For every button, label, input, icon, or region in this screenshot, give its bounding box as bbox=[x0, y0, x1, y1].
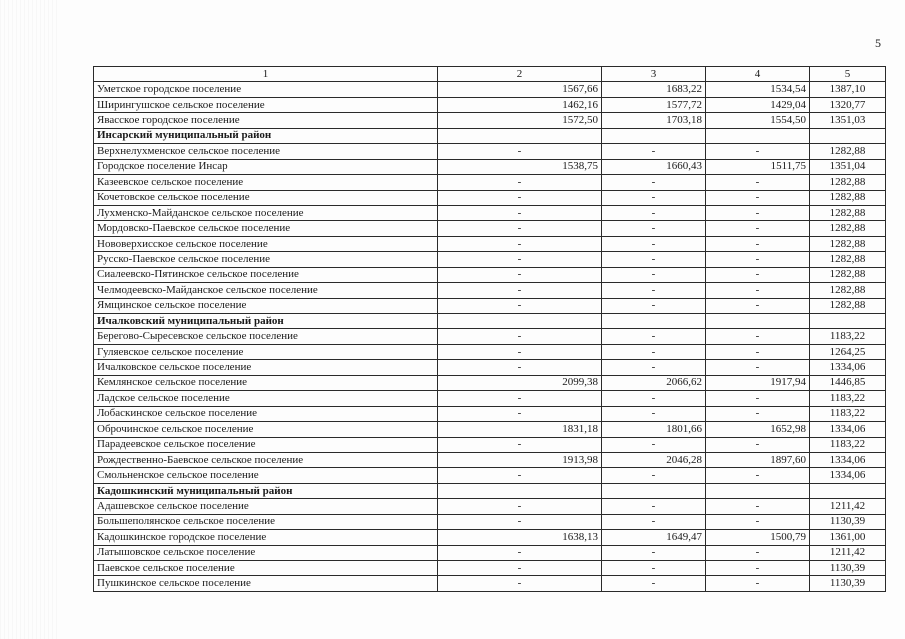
value-col2-cell: - bbox=[438, 468, 602, 483]
value-col2-cell: 1913,98 bbox=[438, 452, 602, 467]
value-col3-cell: - bbox=[602, 267, 706, 282]
value-col4-cell: 1652,98 bbox=[706, 422, 810, 437]
value-col4-cell: - bbox=[706, 190, 810, 205]
settlement-name-cell: Ямщинское сельское поселение bbox=[94, 298, 438, 313]
value-col2-cell: - bbox=[438, 576, 602, 591]
settlement-name-cell: Челмодеевско-Майданское сельское поселение bbox=[94, 283, 438, 298]
table-row bbox=[94, 159, 886, 174]
value-col2-cell bbox=[438, 128, 602, 143]
settlement-name-cell: Ичалковский муниципальный район bbox=[94, 314, 438, 329]
value-col3-cell: - bbox=[602, 144, 706, 159]
value-col4-cell: - bbox=[706, 298, 810, 313]
value-col5-cell bbox=[810, 314, 886, 329]
value-col5-cell: 1211,42 bbox=[810, 545, 886, 560]
value-col2-cell: - bbox=[438, 205, 602, 220]
value-col4-cell: - bbox=[706, 283, 810, 298]
value-col4-cell: - bbox=[706, 144, 810, 159]
value-col4-cell: 1511,75 bbox=[706, 159, 810, 174]
settlement-name-cell: Оброчинское сельское поселение bbox=[94, 422, 438, 437]
value-col5-cell: 1130,39 bbox=[810, 514, 886, 529]
table-row bbox=[94, 561, 886, 576]
value-col3-cell bbox=[602, 483, 706, 498]
value-col3-cell: - bbox=[602, 205, 706, 220]
settlement-name-cell: Инсарский муниципальный район bbox=[94, 128, 438, 143]
value-col2-cell: - bbox=[438, 545, 602, 560]
value-col5-cell: 1282,88 bbox=[810, 283, 886, 298]
settlement-name-cell: Парадеевское сельское поселение bbox=[94, 437, 438, 452]
value-col5-cell: 1183,22 bbox=[810, 437, 886, 452]
value-col5-cell: 1211,42 bbox=[810, 499, 886, 514]
settlement-name-cell: Смольненское сельское поселение bbox=[94, 468, 438, 483]
value-col2-cell: - bbox=[438, 344, 602, 359]
header-cell-4: 4 bbox=[706, 67, 810, 82]
value-col5-cell: 1334,06 bbox=[810, 422, 886, 437]
value-col4-cell: 1500,79 bbox=[706, 530, 810, 545]
value-col5-cell: 1282,88 bbox=[810, 221, 886, 236]
value-col3-cell: - bbox=[602, 561, 706, 576]
table-row bbox=[94, 221, 886, 236]
value-col2-cell: - bbox=[438, 499, 602, 514]
settlement-name-cell: Сиалеевско-Пятинское сельское поселение bbox=[94, 267, 438, 282]
value-col5-cell: 1282,88 bbox=[810, 175, 886, 190]
value-col2-cell: 2099,38 bbox=[438, 375, 602, 390]
table-row bbox=[94, 406, 886, 421]
settlement-name-cell: Гуляевское сельское поселение bbox=[94, 344, 438, 359]
value-col4-cell: 1429,04 bbox=[706, 97, 810, 112]
table-row bbox=[94, 514, 886, 529]
value-col4-cell: - bbox=[706, 205, 810, 220]
table-row bbox=[94, 113, 886, 128]
settlement-name-cell: Адашевское сельское поселение bbox=[94, 499, 438, 514]
value-col5-cell bbox=[810, 483, 886, 498]
value-col4-cell: - bbox=[706, 344, 810, 359]
table-row bbox=[94, 468, 886, 483]
value-col5-cell: 1282,88 bbox=[810, 205, 886, 220]
value-col2-cell: - bbox=[438, 236, 602, 251]
settlement-name-cell: Большеполянское сельское поселение bbox=[94, 514, 438, 529]
value-col4-cell: 1917,94 bbox=[706, 375, 810, 390]
settlement-name-cell: Мордовско-Паевское сельское поселение bbox=[94, 221, 438, 236]
value-col2-cell: - bbox=[438, 360, 602, 375]
value-col3-cell: - bbox=[602, 499, 706, 514]
value-col3-cell: - bbox=[602, 190, 706, 205]
value-col3-cell: - bbox=[602, 468, 706, 483]
value-col2-cell: - bbox=[438, 437, 602, 452]
value-col2-cell: - bbox=[438, 190, 602, 205]
value-col3-cell: - bbox=[602, 298, 706, 313]
value-col3-cell: 2046,28 bbox=[602, 452, 706, 467]
table-row bbox=[94, 82, 886, 97]
value-col3-cell: - bbox=[602, 236, 706, 251]
value-col3-cell: - bbox=[602, 406, 706, 421]
settlement-name-cell: Паевское сельское поселение bbox=[94, 561, 438, 576]
settlement-name-cell: Лухменско-Майданское сельское поселение bbox=[94, 205, 438, 220]
header-row bbox=[94, 67, 886, 82]
table-row bbox=[94, 422, 886, 437]
value-col4-cell: - bbox=[706, 561, 810, 576]
settlement-name-cell: Ширингушское сельское поселение bbox=[94, 97, 438, 112]
district-row bbox=[94, 483, 886, 498]
value-col3-cell: - bbox=[602, 576, 706, 591]
settlement-name-cell: Латышовское сельское поселение bbox=[94, 545, 438, 560]
settlement-name-cell: Пушкинское сельское поселение bbox=[94, 576, 438, 591]
table-row bbox=[94, 298, 886, 313]
table-row bbox=[94, 545, 886, 560]
value-col3-cell: 1683,22 bbox=[602, 82, 706, 97]
value-col3-cell: - bbox=[602, 175, 706, 190]
tariff-table bbox=[93, 66, 886, 592]
table-row bbox=[94, 283, 886, 298]
settlement-name-cell: Лобаскинское сельское поселение bbox=[94, 406, 438, 421]
header-cell-3: 3 bbox=[602, 67, 706, 82]
value-col4-cell bbox=[706, 128, 810, 143]
value-col3-cell: - bbox=[602, 344, 706, 359]
value-col4-cell: - bbox=[706, 499, 810, 514]
scan-margin-texture bbox=[0, 0, 60, 639]
table-row bbox=[94, 344, 886, 359]
value-col4-cell: - bbox=[706, 391, 810, 406]
settlement-name-cell: Кочетовское сельское поселение bbox=[94, 190, 438, 205]
value-col2-cell: - bbox=[438, 298, 602, 313]
table-row bbox=[94, 576, 886, 591]
value-col4-cell: 1534,54 bbox=[706, 82, 810, 97]
value-col3-cell bbox=[602, 128, 706, 143]
value-col4-cell: 1554,50 bbox=[706, 113, 810, 128]
value-col4-cell: - bbox=[706, 329, 810, 344]
value-col3-cell: 1649,47 bbox=[602, 530, 706, 545]
value-col3-cell: 1801,66 bbox=[602, 422, 706, 437]
value-col2-cell: - bbox=[438, 514, 602, 529]
settlement-name-cell: Берегово-Сыресевское сельское поселение bbox=[94, 329, 438, 344]
table-row bbox=[94, 375, 886, 390]
settlement-name-cell: Явасское городское поселение bbox=[94, 113, 438, 128]
table-row bbox=[94, 205, 886, 220]
settlement-name-cell: Ладское сельское поселение bbox=[94, 391, 438, 406]
settlement-name-cell: Уметское городское поселение bbox=[94, 82, 438, 97]
value-col2-cell: 1567,66 bbox=[438, 82, 602, 97]
table-row bbox=[94, 252, 886, 267]
value-col2-cell: 1638,13 bbox=[438, 530, 602, 545]
value-col5-cell: 1183,22 bbox=[810, 406, 886, 421]
value-col5-cell: 1320,77 bbox=[810, 97, 886, 112]
value-col4-cell bbox=[706, 483, 810, 498]
value-col5-cell: 1130,39 bbox=[810, 561, 886, 576]
settlement-name-cell: Кемлянское сельское поселение bbox=[94, 375, 438, 390]
value-col3-cell: - bbox=[602, 221, 706, 236]
value-col3-cell: - bbox=[602, 252, 706, 267]
value-col2-cell: - bbox=[438, 406, 602, 421]
value-col4-cell: 1897,60 bbox=[706, 452, 810, 467]
value-col5-cell: 1387,10 bbox=[810, 82, 886, 97]
value-col2-cell: 1462,16 bbox=[438, 97, 602, 112]
header-cell-2: 2 bbox=[438, 67, 602, 82]
value-col5-cell: 1361,00 bbox=[810, 530, 886, 545]
value-col4-cell bbox=[706, 314, 810, 329]
value-col4-cell: - bbox=[706, 252, 810, 267]
value-col3-cell: - bbox=[602, 283, 706, 298]
value-col3-cell: 1703,18 bbox=[602, 113, 706, 128]
table-row bbox=[94, 499, 886, 514]
value-col2-cell bbox=[438, 483, 602, 498]
value-col5-cell: 1183,22 bbox=[810, 391, 886, 406]
settlement-name-cell: Русско-Паевское сельское поселение bbox=[94, 252, 438, 267]
header-cell-5: 5 bbox=[810, 67, 886, 82]
value-col4-cell: - bbox=[706, 545, 810, 560]
value-col3-cell: - bbox=[602, 391, 706, 406]
value-col5-cell: 1282,88 bbox=[810, 252, 886, 267]
value-col5-cell: 1282,88 bbox=[810, 236, 886, 251]
value-col3-cell: 2066,62 bbox=[602, 375, 706, 390]
value-col3-cell: - bbox=[602, 360, 706, 375]
table-row bbox=[94, 437, 886, 452]
value-col4-cell: - bbox=[706, 267, 810, 282]
value-col5-cell: 1446,85 bbox=[810, 375, 886, 390]
value-col5-cell: 1282,88 bbox=[810, 190, 886, 205]
value-col5-cell: 1282,88 bbox=[810, 144, 886, 159]
settlement-name-cell: Нововерхисское сельское поселение bbox=[94, 236, 438, 251]
table-row bbox=[94, 530, 886, 545]
settlement-name-cell: Ичалковское сельское поселение bbox=[94, 360, 438, 375]
value-col3-cell: - bbox=[602, 437, 706, 452]
value-col5-cell: 1334,06 bbox=[810, 360, 886, 375]
value-col4-cell: - bbox=[706, 406, 810, 421]
value-col4-cell: - bbox=[706, 576, 810, 591]
settlement-name-cell: Кадошкинский муниципальный район bbox=[94, 483, 438, 498]
settlement-name-cell: Верхнелухменское сельское поселение bbox=[94, 144, 438, 159]
value-col2-cell: - bbox=[438, 267, 602, 282]
value-col4-cell: - bbox=[706, 236, 810, 251]
table-row bbox=[94, 175, 886, 190]
value-col5-cell: 1183,22 bbox=[810, 329, 886, 344]
value-col2-cell: 1538,75 bbox=[438, 159, 602, 174]
value-col3-cell: 1660,43 bbox=[602, 159, 706, 174]
value-col2-cell: - bbox=[438, 283, 602, 298]
value-col4-cell: - bbox=[706, 221, 810, 236]
settlement-name-cell: Рождественно-Баевское сельское поселение bbox=[94, 452, 438, 467]
table-body bbox=[94, 67, 886, 592]
table-row bbox=[94, 97, 886, 112]
value-col2-cell: - bbox=[438, 221, 602, 236]
value-col5-cell: 1130,39 bbox=[810, 576, 886, 591]
value-col2-cell: - bbox=[438, 144, 602, 159]
value-col4-cell: - bbox=[706, 468, 810, 483]
table-row bbox=[94, 329, 886, 344]
settlement-name-cell: Казеевское сельское поселение bbox=[94, 175, 438, 190]
value-col5-cell: 1334,06 bbox=[810, 452, 886, 467]
header-cell-1: 1 bbox=[94, 67, 438, 82]
page-number: 5 bbox=[875, 36, 881, 50]
value-col5-cell: 1334,06 bbox=[810, 468, 886, 483]
table-row bbox=[94, 190, 886, 205]
table-row bbox=[94, 267, 886, 282]
table-row bbox=[94, 360, 886, 375]
value-col4-cell: - bbox=[706, 514, 810, 529]
table-row bbox=[94, 236, 886, 251]
district-row bbox=[94, 314, 886, 329]
table-row bbox=[94, 144, 886, 159]
value-col2-cell: 1572,50 bbox=[438, 113, 602, 128]
value-col3-cell: 1577,72 bbox=[602, 97, 706, 112]
value-col3-cell: - bbox=[602, 514, 706, 529]
table-row bbox=[94, 452, 886, 467]
value-col5-cell: 1282,88 bbox=[810, 267, 886, 282]
value-col5-cell bbox=[810, 128, 886, 143]
value-col2-cell: - bbox=[438, 391, 602, 406]
district-row bbox=[94, 128, 886, 143]
settlement-name-cell: Городское поселение Инсар bbox=[94, 159, 438, 174]
value-col4-cell: - bbox=[706, 175, 810, 190]
value-col2-cell: 1831,18 bbox=[438, 422, 602, 437]
table-row bbox=[94, 391, 886, 406]
value-col2-cell: - bbox=[438, 252, 602, 267]
value-col4-cell: - bbox=[706, 437, 810, 452]
value-col5-cell: 1264,25 bbox=[810, 344, 886, 359]
value-col3-cell bbox=[602, 314, 706, 329]
value-col2-cell: - bbox=[438, 175, 602, 190]
value-col2-cell: - bbox=[438, 561, 602, 576]
value-col5-cell: 1351,04 bbox=[810, 159, 886, 174]
value-col2-cell: - bbox=[438, 329, 602, 344]
value-col5-cell: 1282,88 bbox=[810, 298, 886, 313]
value-col2-cell bbox=[438, 314, 602, 329]
value-col5-cell: 1351,03 bbox=[810, 113, 886, 128]
value-col3-cell: - bbox=[602, 329, 706, 344]
value-col3-cell: - bbox=[602, 545, 706, 560]
value-col4-cell: - bbox=[706, 360, 810, 375]
settlement-name-cell: Кадошкинское городское поселение bbox=[94, 530, 438, 545]
